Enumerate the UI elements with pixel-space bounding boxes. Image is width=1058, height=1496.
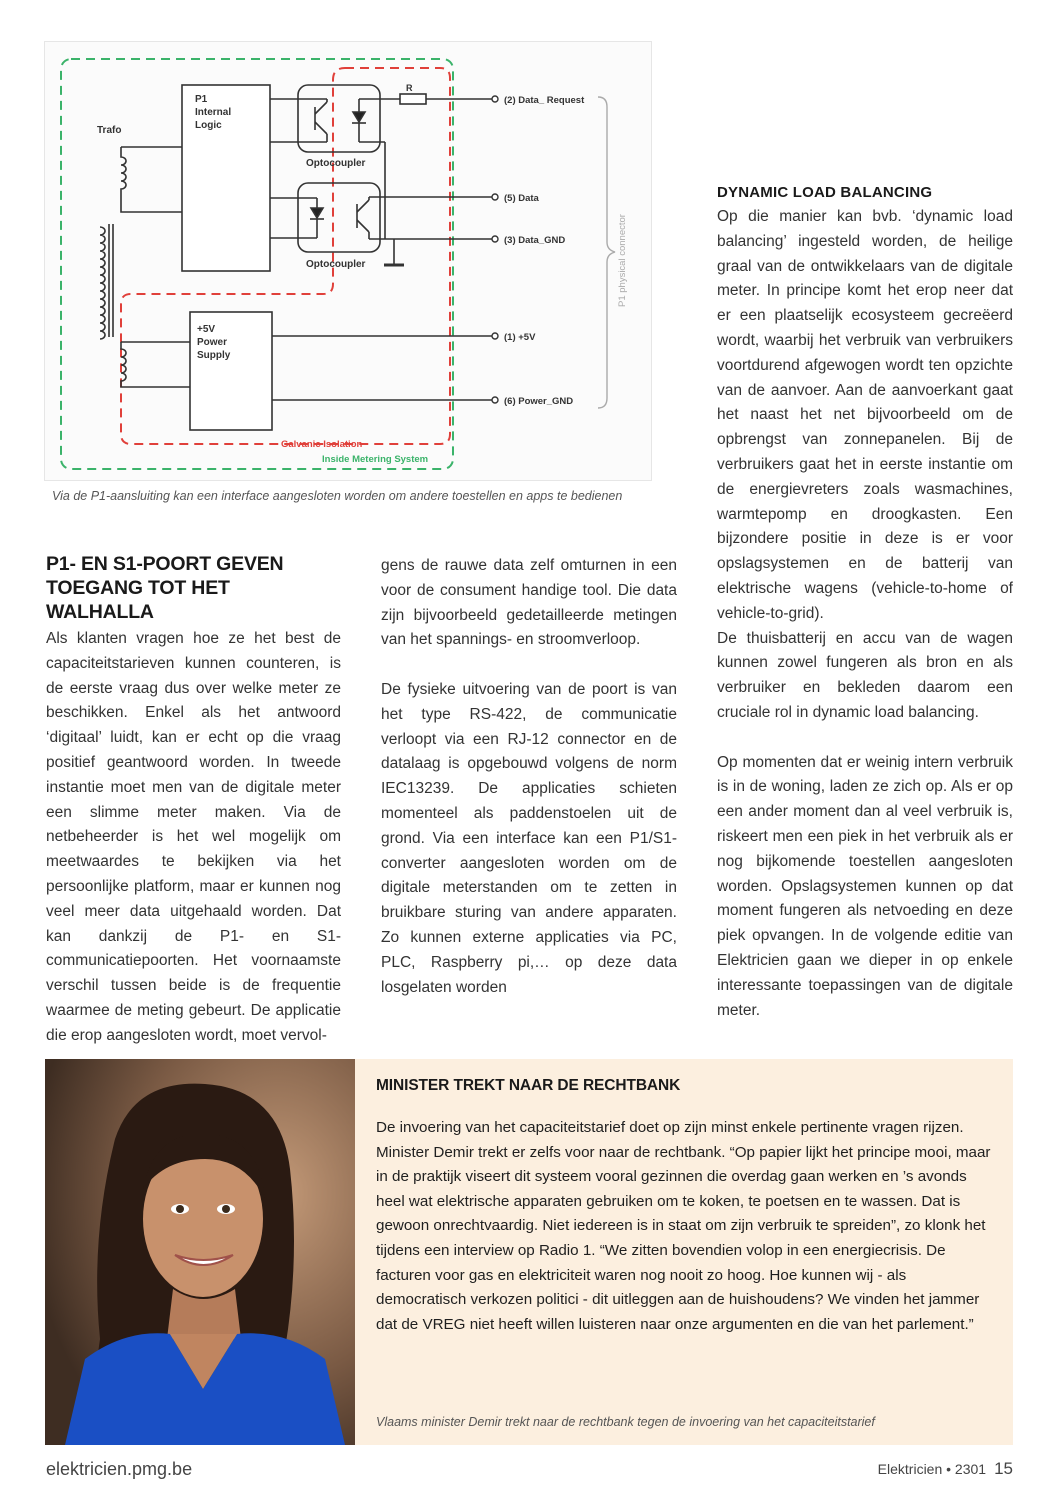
right-paragraph-3: Op momenten dat er weinig intern verbruik is in de woning, laden ze zich op. Als er op een ander moment dan al veel verbruik is, riskeert men een piek in het verbruik als er nog bijkomende toestellen aangesloten worden. Opslagsystemen kunnen op dat moment fungeren als netvoeding en deze piek opvangen. In de volgende editie van Elektricien gaan we dieper in op enkele interessante toepassingen van de digitale meter.: [717, 753, 1013, 1019]
optocoupler-top-label: Optocoupler: [306, 158, 366, 169]
led-bottom-icon: [270, 198, 324, 238]
pin-5-label: (5) Data: [504, 193, 539, 204]
right-column: [717, 181, 1013, 1023]
sidebar-text: [376, 1077, 991, 1337]
photo-caption: Vlaams minister Demir trekt naar de rechtbank tegen de invoering van het capaciteitstarief: [376, 1415, 875, 1429]
trafo-label: Trafo: [97, 125, 122, 136]
resistor-icon: [400, 94, 426, 104]
portrait-illustration: [45, 1059, 355, 1445]
galvanic-isolation-label: Galvanic Isolation: [281, 439, 363, 450]
issue-label: Elektricien • 2301: [877, 1461, 987, 1477]
left-column: [46, 552, 341, 1049]
diagram-caption: Via de P1-aansluiting kan een interface aangesloten worden om andere toestellen en apps te bedienen: [52, 489, 623, 503]
resistor-label: R: [406, 83, 413, 93]
svg-text:Logic: Logic: [195, 120, 222, 131]
footer-website-link[interactable]: elektricien.pmg.be: [46, 1459, 193, 1479]
middle-paragraph-1: gens de rauwe data zelf omturnen in een voor de consument handige tool. Die data zijn bijvoorbeeld gedetailleerde metingen van het spannings- en stroomverloop.: [381, 557, 677, 649]
right-paragraph-2: De thuisbatterij en accu van de wagen kunnen zowel fungeren als bron en als verbruiker en bekleden daarom een cruciale rol in dynamic load balancing.: [717, 629, 1013, 721]
svg-text:Supply: Supply: [197, 350, 231, 361]
middle-column: [381, 554, 677, 1000]
dynamic-load-balancing-heading: DYNAMIC LOAD BALANCING: [717, 184, 933, 201]
page-number: 15: [994, 1459, 1013, 1478]
middle-paragraph-2: De fysieke uitvoering van de poort is van het type RS-422, de communicatie verloopt via een RJ-12 connector en de datalaag is opgebouwd volgens de norm IEC13239. De applicaties schieten momenteel als paddenstoelen uit de grond. Via een interface kan een P1/S1-converter aangesloten worden om de digitale meterstanden om te zetten in bruikbare sturing van andere apparaten. Zo kunnen externe applicaties via PC, PLC, Raspberry pi,… op deze data losgelaten worden: [381, 680, 677, 996]
phototransistor-bottom-icon: [357, 197, 492, 239]
minister-portrait-photo: [45, 1059, 355, 1445]
led-top-icon: [352, 99, 400, 239]
pin-3-label: (3) Data_GND: [504, 235, 566, 246]
p1-label: P1: [195, 94, 208, 105]
circuit-diagram: [44, 41, 652, 481]
connector-label: P1 physical connector: [617, 214, 628, 307]
pin-6-label: (6) Power_GND: [504, 396, 574, 407]
article-headline: P1- EN S1-POORT GEVEN TOEGANG TOT HET WALHALLA: [46, 553, 284, 623]
p1-circuit-svg: [45, 42, 653, 482]
optocoupler-bottom: [298, 183, 380, 252]
connector-brace: [598, 97, 615, 408]
svg-text:Power: Power: [197, 337, 228, 348]
power-supply-label: +5V: [197, 324, 216, 335]
minister-sidebar-box: [45, 1059, 1013, 1445]
footer-issue: [878, 1459, 1013, 1479]
optocoupler-bottom-label: Optocoupler: [306, 259, 366, 270]
inside-metering-label: Inside Metering System: [322, 454, 429, 465]
sidebar-body: De invoering van het capaciteitstarief doet op zijn minst enkele pertinente vragen rijzen. Minister Demir trekt er zelfs voor naar de rechtbank. “Op papier lijkt het principe mooi, maar in de praktijk viseert dit systeem vooral gezinnen die overdag gaan werken en ’s avonds heel wat elektrische apparaten gebruiken om te koken, te poetsen en te wassen. Dat is gewoon onrechtvaardig. Niet iedereen is in staat om zijn verbruik te spreiden”, zo klonk het tijdens een interview op Radio 1. “We zitten bovendien volop in een energiecrisis. De facturen voor gas en elektriciteit waren nog nooit zo hoog. Hoe kunnen wij - als democratisch verkozen politici - dit uitleggen aan de huishoudens? We vinden het jammer dat de VREG niet heeft willen luisteren naar onze argumenten en die van het parlement.”: [376, 1119, 991, 1333]
sidebar-title: MINISTER TREKT NAAR DE RECHTBANK: [376, 1077, 681, 1094]
connector-pins: [492, 96, 498, 403]
right-paragraph-1: Op die manier kan bvb. ‘dynamic load balancing’ ingesteld worden, de heilige graal van de ontwikkelaars van de digitale meter. In principe komt het erop neer dat er een plaatselijk ecosysteem gecreëerd wordt, waarbij het verbruik van verbruikers voortdurend afgewogen wordt ten opzichte van de aanvoer. Aan de aanvoerkant gaat het naast het net bijvoorbeeld om de opbrengst van zonnepanelen. Bij de verbruikers gaat het in eerste instantie om de energievreters zoals wasmachines, warmtepomp en droogkasten. Een bijzondere positie in deze is er voor opslagsystemen en de batterij van elektrische wagens (vehicle-to-home of vehicle-to-grid).: [717, 208, 1013, 622]
svg-text:Internal: Internal: [195, 107, 232, 118]
pin-1-label: (1) +5V: [504, 332, 536, 343]
left-column-body: Als klanten vragen hoe ze het best de capaciteitstarieven kunnen counteren, is de eerste vraag dus over welke meter ze beschikken. Enkel als het antwoord ‘digitaal’ luidt, kan er echt op die vraag positief geantwoord worden. In tweede instantie moet men van de digitale meter een slimme meter maken. Via de netbeheerder is het wel mogelijk om meetwaardes te bekijken via het persoonlijke platform, maar er kunnen nog veel meer data uitgehaald worden. Dat kan dankzij de P1- en S1-communicatiepoorten. Het voornaamste verschil tussen beide is de frequentie waarmee de meting gebeurt. De applicatie die erop aangesloten wordt, moet vervol-: [46, 630, 341, 1044]
pin-2-label: (2) Data_ Request: [504, 95, 585, 106]
